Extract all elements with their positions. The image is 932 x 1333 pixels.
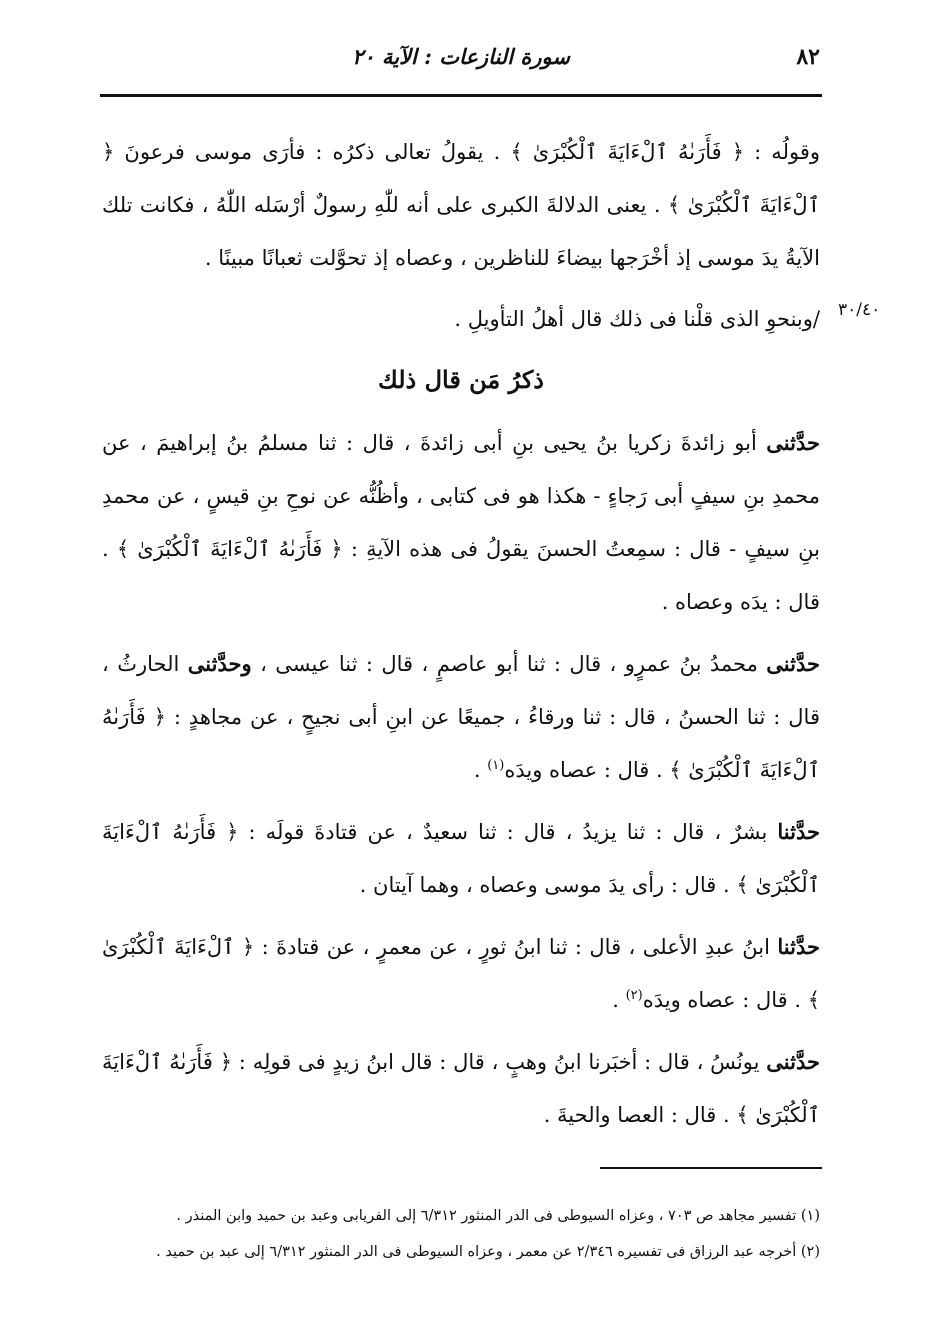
narration-lead: حدَّثنى <box>766 430 820 455</box>
footnote-marker: (١) <box>487 758 505 773</box>
section-heading: ذكرُ مَن قال ذلك <box>378 365 544 394</box>
narration-end: . <box>612 988 626 1012</box>
paragraph-intro: وقولُه : ﴿ فَأَرَىٰهُ ٱلْءَايَةَ ٱلْكُبْرَىٰ ﴾ . يقولُ تعالى ذكرُه : فأرَى موسى فرعونَ ﴿ ٱلْءَايَةَ ٱلْكُبْرَىٰ ﴾ . يعنى الدلالةَ الكبرى على أنه للّٰهِ رسولٌ أرْسَله اللّٰهُ ، فكانت تلك الآيةُ يدَ موسى إذ أخْرَجها بيضاءَ للناظرين ، وعصاه إذ تحوَّلت ثعبانًا مبينًا . <box>102 140 820 270</box>
main-text <box>102 126 820 1150</box>
page-header <box>102 44 820 78</box>
running-title: سورة النازعات : الآية ٢٠ <box>352 44 570 69</box>
footnote-marker: (٢) <box>625 988 643 1003</box>
narration-lead: حدَّثنى <box>766 651 820 676</box>
narration-text: ابنُ عبدِ الأعلى ، قال : ثنا ابنُ ثورٍ ، عن معمرٍ ، عن قتادةَ : ﴿ ٱلْءَايَةَ ٱلْكُبْرَىٰ ﴾ . قال : عصاه ويدَه <box>102 935 820 1012</box>
paragraph-transition: /وبنحوِ الذى قلْنا فى ذلك قال أهلُ التأويلِ . <box>454 307 820 331</box>
narration-end: . <box>473 758 488 782</box>
narration-text: محمدُ بنُ عمرٍو ، قال : ثنا أبو عاصمٍ ، قال : ثنا عيسى ، <box>260 652 758 676</box>
footnote-2: (٢) أخرجه عبد الرزاق فى تفسيره ٢/٣٤٦ عن معمر ، وعزاه السيوطى فى الدر المنثور ٦/٣١٢ إلى عبد بن حميد . <box>156 1244 820 1260</box>
narration-3 <box>102 805 820 912</box>
narration-lead: حدَّثنا <box>777 934 820 959</box>
footnote-rule <box>600 1167 822 1169</box>
narration-2 <box>102 637 820 797</box>
header-rule <box>100 94 822 97</box>
narration-4 <box>102 920 820 1027</box>
page-number: ٨٢ <box>796 44 820 70</box>
narration-text: بشرٌ ، قال : ثنا يزيدُ ، قال : ثنا سعيدٌ ، عن قتادةَ قولَه : ﴿ فَأَرَىٰهُ ٱلْءَايَةَ ٱلْكُبْرَىٰ ﴾ . قال : رأى يدَ موسى وعصاه ، وهما آيتان . <box>102 820 820 897</box>
narration-text: يونُسُ ، قال : أخبَرنا ابنُ وهبٍ ، قال : قال ابنُ زيدٍ فى قولِه : ﴿ فَأَرَىٰهُ ٱلْءَايَةَ ٱلْكُبْرَىٰ ﴾ . قال : العصا والحيةَ . <box>102 1050 820 1127</box>
footnote-1: (١) تفسير مجاهد ص ٧٠٣ ، وعزاه السيوطى فى الدر المنثور ٦/٣١٢ إلى الفريابى وعبد بن حميد وابن المنذر . <box>176 1208 820 1224</box>
narration-text: أبو زائدةَ زكريا بنُ يحيى بنِ أبى زائدةَ ، قال : ثنا مسلمُ بنُ إبراهيمَ ، عن محمدِ بنِ سيفٍ أبى رَجاءٍ - هكذا هو فى كتابى ، وأظُنُّه عن نوحِ بنِ قيسٍ ، عن محمدِ بنِ سيفٍ - قال : سمِعتُ الحسنَ يقولُ فى هذه الآيةِ : ﴿ فَأَرَىٰهُ ٱلْءَايَةَ ٱلْكُبْرَىٰ ﴾ . قال : يدَه وعصاه . <box>102 431 820 614</box>
narration-text-continued: الحارثُ ، قال : ثنا الحسنُ ، قال : ثنا ورقاءُ ، جميعًا عن ابنِ أبى نجيحٍ ، عن مجاهدٍ : ﴿ فَأَرَىٰهُ ٱلْءَايَةَ ٱلْكُبْرَىٰ ﴾ . قال : عصاه ويدَه <box>102 652 820 782</box>
narration-lead: حدَّثنى <box>766 1049 820 1074</box>
narration-mid-lead: وحدَّثنى <box>187 651 252 676</box>
margin-reference: ٣٠/٤٠ <box>838 300 881 320</box>
narration-1 <box>102 416 820 629</box>
footnotes <box>102 1198 820 1270</box>
narration-5 <box>102 1035 820 1142</box>
narration-lead: حدَّثنا <box>777 819 820 844</box>
